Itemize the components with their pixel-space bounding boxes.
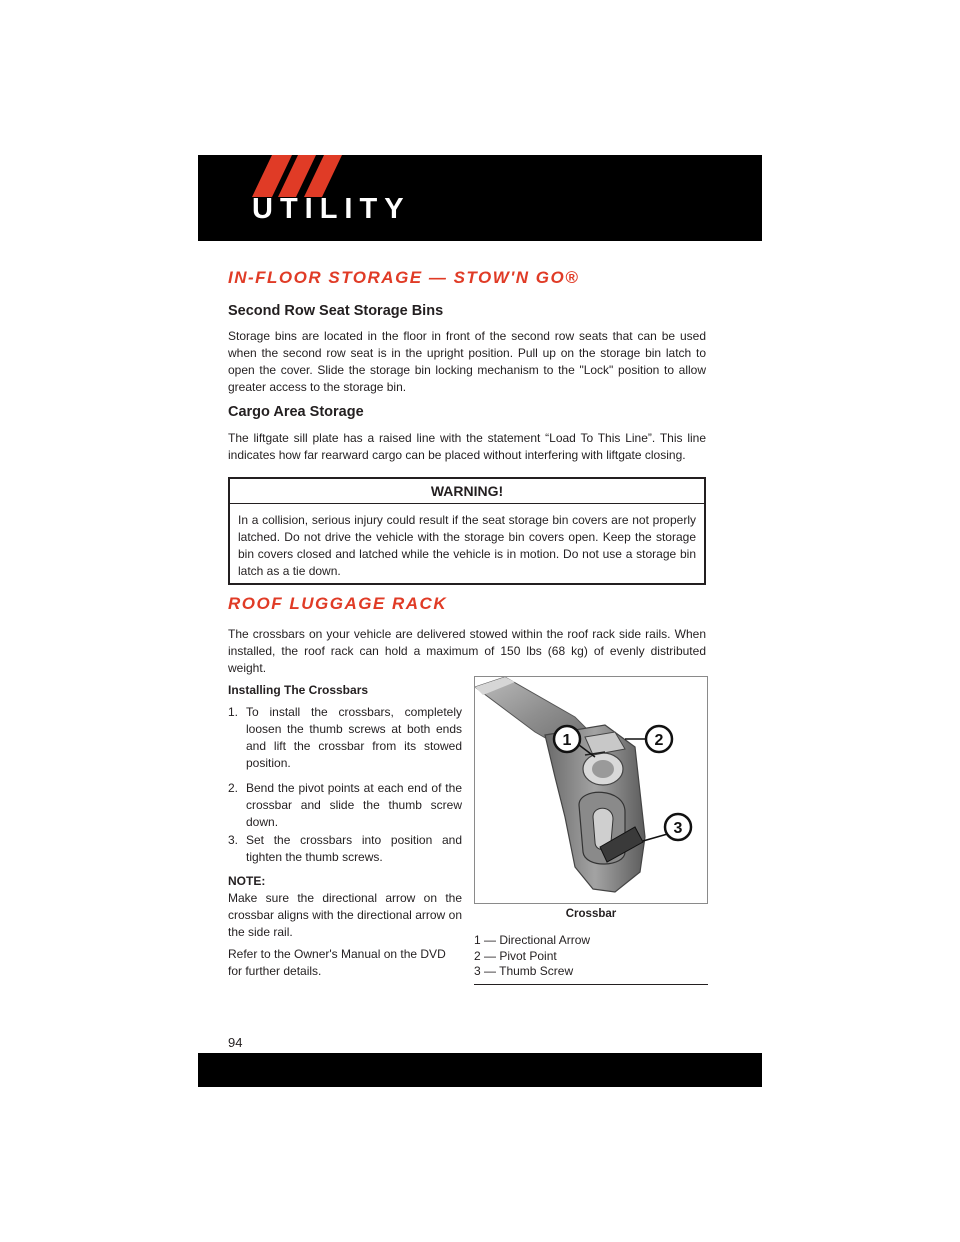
roof-rack-heading: ROOF LUGGAGE RACK xyxy=(228,594,448,613)
installing-crossbars-heading: Installing The Crossbars xyxy=(228,683,369,697)
step-text: To install the crossbars, completely loosen the thumb screws at both ends and lift the crossbar from its stowed position. xyxy=(246,705,462,770)
step-number: 1. xyxy=(228,705,239,719)
legend-divider xyxy=(474,984,708,985)
header-bar xyxy=(198,155,762,241)
cargo-area-heading: Cargo Area Storage xyxy=(228,404,364,420)
figure-legend xyxy=(474,933,708,980)
roof-rack-intro: The crossbars on your vehicle are delivered stowed within the roof rack side rails. When installed, the roof rack can hold a maximum of 150 lbs (68 kg) of evenly distributed weight. xyxy=(228,627,706,675)
crossbar-illustration xyxy=(474,676,708,904)
list-item xyxy=(228,832,462,866)
note-label: NOTE: xyxy=(228,874,266,888)
racing-stripes-icon xyxy=(250,155,346,197)
step-number: 3. xyxy=(228,833,239,847)
warning-text: In a collision, serious injury could result if the seat storage bin covers are not properly latched. Do not drive the vehicle with the storage bin covers open. Keep the storage bin covers closed and latched while the vehicle is in motion. Do not use a storage bin latch as a tie down. xyxy=(238,513,696,578)
section-title: UTILITY xyxy=(252,193,411,225)
second-row-bins-text: Storage bins are located in the floor in front of the second row seats that can be used when the second row seat is in the upright position. Pull up on the storage bin latch to open the cover. Slide the storage bin locking mechanism to the "Lock" position to allow greater access to the storage bin. xyxy=(228,329,706,394)
page-number: 94 xyxy=(228,1035,243,1050)
warning-title: WARNING! xyxy=(230,479,704,504)
in-floor-storage-heading: IN-FLOOR STORAGE — STOW'N GO® xyxy=(228,268,580,287)
callout-3-label: 3 xyxy=(673,820,683,837)
warning-box xyxy=(228,477,706,585)
callout-1-icon xyxy=(554,726,580,752)
second-row-bins-heading: Second Row Seat Storage Bins xyxy=(228,303,444,319)
step-text: Bend the pivot points at each end of the crossbar and slide the thumb screw down. xyxy=(246,781,462,829)
footer-bar xyxy=(198,1053,762,1087)
callout-1-label: 1 xyxy=(562,732,572,749)
crossbar-drawing xyxy=(475,677,707,903)
refer-text: Refer to the Owner's Manual on the DVD for further details. xyxy=(228,947,446,978)
figure-caption: Crossbar xyxy=(565,908,617,920)
callout-3-icon xyxy=(665,814,691,840)
callout-2-icon xyxy=(646,726,672,752)
step-text: Set the crossbars into position and tighten the thumb screws. xyxy=(246,833,462,864)
legend-item: 2 — Pivot Point xyxy=(474,948,557,963)
note-text: Make sure the directional arrow on the crossbar aligns with the directional arrow on the side rail. xyxy=(228,891,462,939)
callout-2-label: 2 xyxy=(654,732,664,749)
list-item xyxy=(228,704,462,772)
list-item xyxy=(228,780,462,831)
cargo-area-text: The liftgate sill plate has a raised line with the statement “Load To This Line”. This line indicates how far rearward cargo can be placed without interfering with liftgate closing. xyxy=(228,431,706,462)
legend-item: 1 — Directional Arrow xyxy=(474,933,591,947)
step-number: 2. xyxy=(228,781,239,795)
legend-item: 3 — Thumb Screw xyxy=(474,964,574,978)
